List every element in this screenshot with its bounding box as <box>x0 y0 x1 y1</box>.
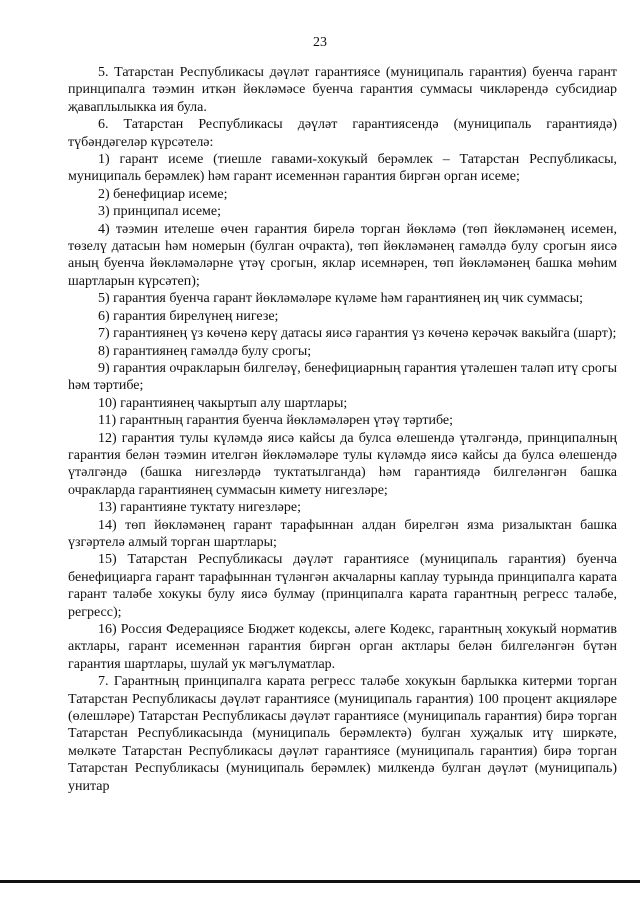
list-item-1: 1) гарант исеме (тиешле гавами-хокукый берәмлек – Татарстан Республикасы, муниципаль берәмлек) һәм гарант исеменнән гарантия биргән орган исеме; <box>68 152 617 185</box>
list-item-2: 2) бенефициар исеме; <box>98 186 228 202</box>
list-item-3: 3) принципал исеме; <box>98 204 221 220</box>
list-item-13: 13) гарантияне туктату нигезләре; <box>98 500 301 516</box>
list-item-4: 4) тәэмин ителеше өчен гарантия бирелә торган йөкләмә (төп йөкләмәнең исемен, төзелү датасын һәм номерын (булган очракта), төп йөкләмәнең гамәлдә булу срогын яисә аның буенча йөкләмәләрне үтәү срогын, яклар исемнәрен, төп йөкләмәнең башка мөһим шартларын күрсәтеп); <box>68 221 617 289</box>
list-item-15: 15) Татарстан Республикасы дәүләт гарантиясе (муниципаль гарантия) буенча бенефициарга гарант тарафыннан түләнгән акчаларны каплау турында принципалга карата гарант таләбе хокукы булу яисә булмау (принципалга карата гарантның регресс таләбе, регресс); <box>68 552 617 620</box>
list-item-6: 6) гарантия бирелүнең нигезе; <box>98 308 279 324</box>
list-item-9: 9) гарантия очракларын билгеләү, бенефициарның гарантия үтәлешен таләп итү срогы һәм тәртибе; <box>68 360 617 394</box>
list-item-7: 7) гарантиянең үз көченә керү датасы яисә гарантия үз көченә керәчәк вакыйга (шарт); <box>98 326 617 342</box>
list-item-5: 5) гарантия буенча гарант йөкләмәләре күләме һәм гарантиянең иң чик суммасы; <box>98 291 584 307</box>
list-item-10: 10) гарантиянең чакыртып алу шартлары; <box>98 395 348 411</box>
paragraph-item-7: 7. Гарантның принципалга карата регресс таләбе хокукын барлыкка китерми торган Татарстан Республикасы дәүләт гарантиясе (муниципаль гарантия) 100 процент акцияләре (өлешләре) Татарстан Республикасы дәүләт гарантиясе (муниципаль гарантия) бирә торган Татарстан Республикасында (муниципаль берәмлектә) булган хуҗалык итү ширкәте, мөлкәте Татарстан Республикасы дәүләт гарантиясе (муниципаль гарантия) бирә торган Татарстан Республикасы (муниципаль берәмлек) милкендә булган дәүләт (муниципаль) унитар <box>68 674 617 794</box>
paragraph-item-5: 5. Татарстан Республикасы дәүләт гарантиясе (муниципаль гарантия) буенча гарант принципалга тәэмин иткән йөкләмәсе буенча гарантия суммасы чикләрендә субсидиар җаваплылыкка ия була. <box>68 65 617 115</box>
list-item-12: 12) гарантия тулы күләмдә яисә кайсы да булса өлешендә үтәлгәндә, принципалның гарантия белән тәэмин ителгән йөкләмәләре тулы күләмдә яисә кайсы да булса өлешендә үтәлгәндә (башка нигезләрдә туктатылганда) һәм гарантиядә билгеләнгән башка очракларда гарантиянең суммасын кимету нигезләре; <box>68 430 617 498</box>
list-item-8: 8) гарантиянең гамәлдә булу срогы; <box>98 343 312 359</box>
bottom-rule <box>0 880 640 883</box>
document-body <box>68 64 617 795</box>
paragraph-item-6: 6. Татарстан Республикасы дәүләт гарантиясендә (муниципаль гарантиядә) түбәндәгеләр күрсәтелә: <box>68 117 617 150</box>
list-item-14: 14) төп йөкләмәнең гарант тарафыннан алдан бирелгән язма ризалыктан башка үзгәртелә алмый торган шартлары; <box>68 517 617 550</box>
page-number: 23 <box>313 35 327 50</box>
list-item-16: 16) Россия Федерациясе Бюджет кодексы, әлеге Кодекс, гарантның хокукый норматив актлары, гарант исеменнән гарантия биргән орган актлары белән билгеләнгән бүтән гарантия шартлары, шулай ук мәгълүматлар. <box>68 622 617 672</box>
list-item-11: 11) гарантның гарантия буенча йөкләмәләрен үтәү тәртибе; <box>98 413 453 429</box>
